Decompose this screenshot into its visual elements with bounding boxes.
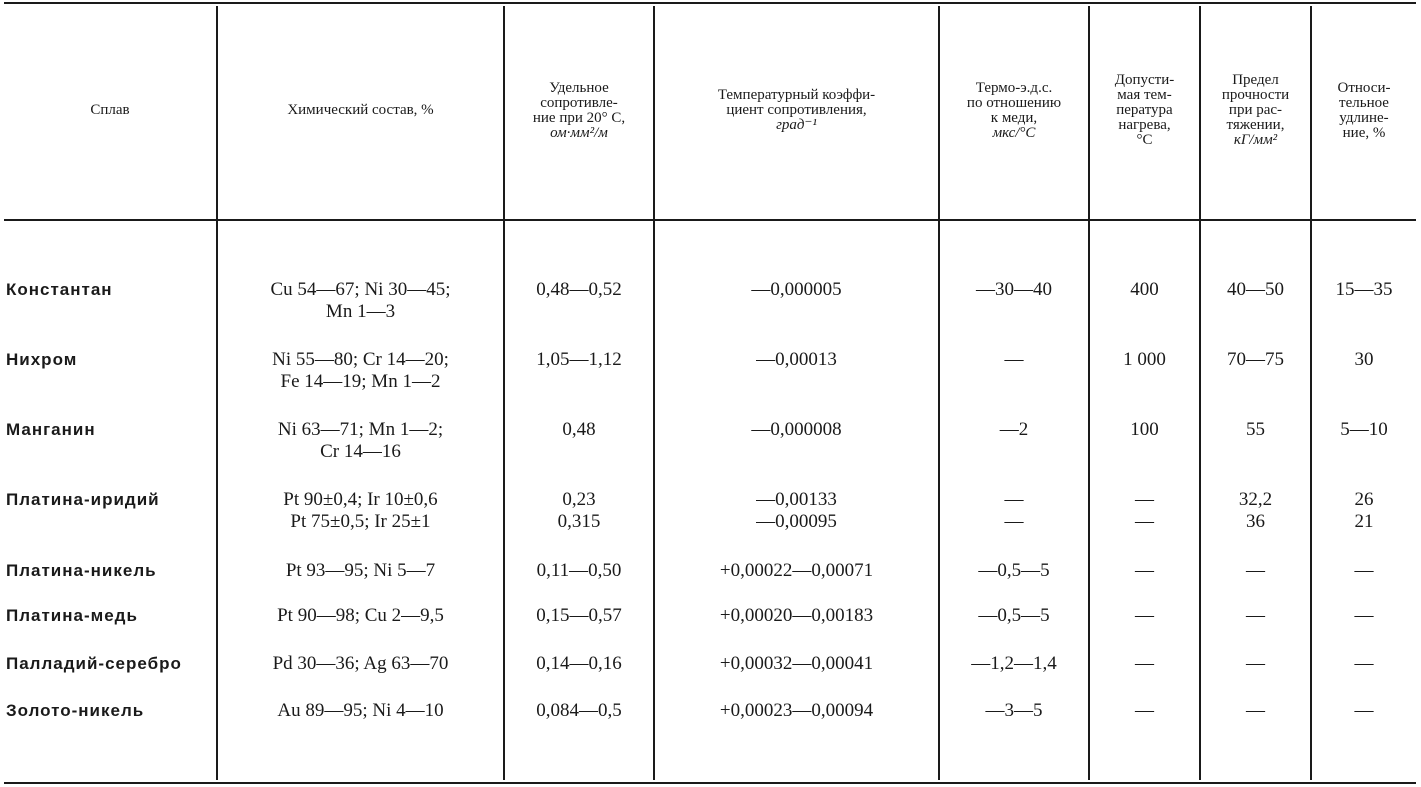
tensile-cell: 40—50 xyxy=(1227,279,1284,300)
header-max-temp: Допусти- мая тем- пература нагрева, °С xyxy=(1114,72,1175,148)
header-temp-coeff: Температурный коэффи- циент сопротивления, град⁻¹ xyxy=(717,87,876,133)
thermo-emf-cell: —0,5—5 xyxy=(978,560,1050,581)
header-alloy: Сплав xyxy=(90,102,130,118)
alloy-name: Константан xyxy=(6,280,113,299)
composition-cell: Cu 54—67; Ni 30—45; Mn 1—3 xyxy=(270,279,451,322)
thermo-emf-cell: —1,2—1,4 xyxy=(971,653,1057,674)
temp-coeff-cell: +0,00022—0,00071 xyxy=(719,560,874,581)
composition-cell: Ni 63—71; Mn 1—2; Cr 14—16 xyxy=(277,419,444,462)
composition-cell: Pt 90±0,4; Ir 10±0,6 Pt 75±0,5; Ir 25±1 xyxy=(283,489,438,532)
alloy-name: Нихром xyxy=(6,350,78,369)
header-elongation: Относи- тельное удлине- ние, % xyxy=(1337,79,1391,141)
max-temp-cell: 400 xyxy=(1130,279,1159,300)
thermo-emf-cell: —2 xyxy=(999,419,1029,440)
tensile-cell: — xyxy=(1246,700,1265,721)
elongation-cell: 5—10 xyxy=(1340,419,1388,440)
thermo-emf-cell: —3—5 xyxy=(985,700,1043,721)
resistivity-cell: 0,14—0,16 xyxy=(536,653,622,674)
composition-cell: Pd 30—36; Ag 63—70 xyxy=(272,653,449,674)
max-temp-cell: — xyxy=(1135,700,1154,721)
table-bottom-rule xyxy=(4,782,1416,784)
resistivity-cell: 0,23 0,315 xyxy=(557,489,601,532)
elongation-cell: 15—35 xyxy=(1335,279,1393,300)
temp-coeff-cell: —0,00133 —0,00095 xyxy=(756,489,837,532)
elongation-cell: — xyxy=(1354,700,1374,721)
header-temp-coeff-unit: град⁻¹ xyxy=(776,117,817,133)
temp-coeff-cell: +0,00032—0,00041 xyxy=(719,653,874,674)
alloy-name: Платина-никель xyxy=(6,561,157,580)
max-temp-cell: 1 000 xyxy=(1123,349,1166,370)
composition-cell: Pt 90—98; Cu 2—9,5 xyxy=(277,605,444,626)
elongation-cell: 30 xyxy=(1354,349,1374,370)
tensile-cell: — xyxy=(1246,560,1265,581)
temp-coeff-cell: +0,00020—0,00183 xyxy=(719,605,874,626)
header-tensile: Предел прочности при рас- тяжении, кГ/мм² xyxy=(1221,72,1290,148)
max-temp-cell: — — xyxy=(1135,489,1154,532)
max-temp-cell: — xyxy=(1135,560,1154,581)
composition-cell: Ni 55—80; Cr 14—20; Fe 14—19; Mn 1—2 xyxy=(272,349,449,392)
elongation-cell: — xyxy=(1354,653,1374,674)
tensile-cell: 32,2 36 xyxy=(1238,489,1273,532)
alloy-name: Манганин xyxy=(6,420,96,439)
alloy-name: Палладий-серебро xyxy=(6,654,182,673)
header-composition: Химический состав, % xyxy=(287,102,434,118)
thermo-emf-cell: — — xyxy=(1004,489,1024,532)
tensile-cell: 55 xyxy=(1246,419,1265,440)
max-temp-cell: 100 xyxy=(1130,419,1159,440)
resistivity-cell: 0,11—0,50 xyxy=(536,560,622,581)
resistivity-cell: 0,15—0,57 xyxy=(536,605,622,626)
thermo-emf-cell: —0,5—5 xyxy=(978,605,1050,626)
header-resistivity-unit: ом·мм²/м xyxy=(550,124,608,141)
header-thermo-emf: Термо-э.д.с. по отношению к меди, мкс/°С xyxy=(966,79,1062,141)
temp-coeff-cell: —0,000008 xyxy=(751,419,842,440)
composition-cell: Pt 93—95; Ni 5—7 xyxy=(285,560,436,581)
header-thermo-emf-unit: мкс/°С xyxy=(992,124,1036,141)
max-temp-cell: — xyxy=(1135,653,1154,674)
header-tensile-unit: кГ/мм² xyxy=(1233,132,1278,148)
elongation-cell: — xyxy=(1354,605,1374,626)
thermo-emf-cell: — xyxy=(1004,349,1024,370)
temp-coeff-cell: +0,00023—0,00094 xyxy=(719,700,874,721)
temp-coeff-cell: —0,000005 xyxy=(751,279,842,300)
resistivity-cell: 0,48—0,52 xyxy=(536,279,622,300)
resistivity-cell: 1,05—1,12 xyxy=(536,349,622,370)
table-top-rule xyxy=(4,2,1416,4)
tensile-cell: 70—75 xyxy=(1227,349,1284,370)
alloy-name: Платина-медь xyxy=(6,606,138,625)
alloy-name: Золото-никель xyxy=(6,701,145,720)
thermo-emf-cell: —30—40 xyxy=(976,279,1052,300)
elongation-cell: 26 21 xyxy=(1354,489,1374,532)
temp-coeff-cell: —0,00013 xyxy=(756,349,837,370)
resistivity-cell: 0,48 xyxy=(562,419,596,440)
tensile-cell: — xyxy=(1246,605,1265,626)
tensile-cell: — xyxy=(1246,653,1265,674)
max-temp-cell: — xyxy=(1135,605,1154,626)
composition-cell: Au 89—95; Ni 4—10 xyxy=(277,700,444,721)
header-resistivity: Удельное сопротивле- ние при 20° С, ом·мм²/м xyxy=(532,79,626,141)
elongation-cell: — xyxy=(1354,560,1374,581)
resistivity-cell: 0,084—0,5 xyxy=(536,700,622,721)
alloy-name: Платина-иридий xyxy=(6,490,160,509)
